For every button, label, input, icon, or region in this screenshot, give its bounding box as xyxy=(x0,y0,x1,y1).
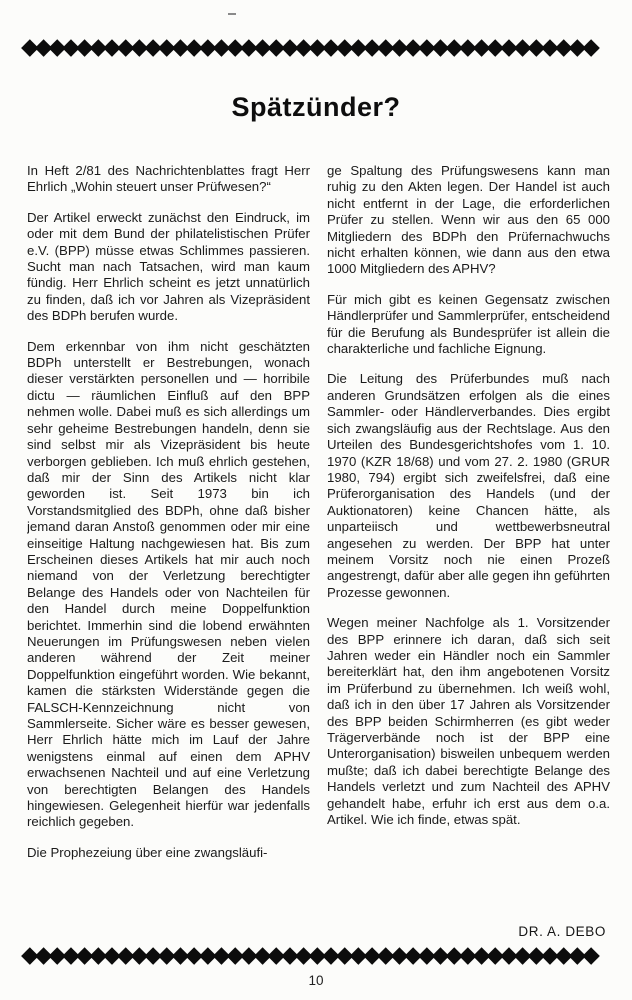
text-column-left xyxy=(27,163,310,941)
paragraph: Die Prophezeiung über eine zwangsläufi- xyxy=(27,844,268,860)
paragraph: Dem erkennbar von ihm nicht geschätzten BDPh unterstellt er Bestrebungen, wonach dieser verstärkten personellen und — horribile dictu — räumlichen Einfluß auf den BPP nehmen wolle. Dabei muß es sich allerdings um sehr geheime Bestrebungen handeln, denn sie sind selbst mir als Vizepräsident bis heute verborgen geblieben. Ich muß ehrlich gestehen, daß mir der Sinn des Artikels nicht klar geworden ist. Seit 1973 bin ich Vorstandsmitglied des BDPh, ohne daß bisher jemand daran Anstoß genommen oder mir eine einseitige Haltung nachgewiesen hat. Bis zum Erscheinen dieses Artikels hat mir auch noch niemand von der Verletzung berechtigter Belange des Handels oder von Nachteilen für den Handel durch meine Doppelfunktion berichtet. Immerhin sind die lobend erwähnten Neuerungen im Prüfungswesen neben vielen anderen während der Zeit meiner Doppelfunktion eingeführt worden. Wie bekannt, kamen die stärksten Widerstände gegen die FALSCH-Kennzeichnung nicht von Sammlerseite. Sicher wäre es besser gewesen, Herr Ehrlich hätte mich im Lauf der Jahre wenigstens einmal auf einen dem APHV erwachsenen Nachteil und auf eine Verletzung von berechtigten Belangen des Handels hingewiesen. Gelegenheit hierfür war jedenfalls reichlich gegeben. xyxy=(27,338,310,830)
author-signature: DR. A. DEBO xyxy=(518,924,606,939)
text-column-right xyxy=(327,163,610,941)
paragraph: In Heft 2/81 des Nachrichtenblattes fragt Herr Ehrlich „Wohin steuert unser Prüfwesen?“ xyxy=(27,163,310,195)
diamond-divider-bottom: ◆◆◆◆◆◆◆◆◆◆◆◆◆◆◆◆◆◆◆◆◆◆◆◆◆◆◆◆◆◆◆◆◆◆◆◆◆◆◆◆◆◆ xyxy=(21,944,596,966)
page-number: 10 xyxy=(308,973,324,988)
paragraph: Die Leitung des Prüferbundes muß nach anderen Grundsätzen erfolgen als die eines Sammler- oder Händlerverbandes. Dies ergibt sich zwangsläufig aus der Rechtslage. Aus den Urteilen des Bundesgerichtshofes vom 1. 10. 1970 (KZR 18/68) und vom 27. 2. 1980 (GRUR 1980, 794) ergibt sich zweifelsfrei, daß eine Prüferorganisation des Handels (und der Auktionatoren) keine Chancen hätte, als unparteiisch und wettbewerbsneutral angesehen zu werden. Der BPP hat unter meinem Vorsitz noch nie einen Prozeß angestrengt, dafür aber alle gegen ihn geführten Prozesse gewonnen. xyxy=(327,371,610,600)
scan-artifact-mark xyxy=(228,13,236,15)
paragraph: Wegen meiner Nachfolge als 1. Vorsitzender des BPP erinnere ich daran, daß sich seit Jahren weder ein Händler noch ein Sammler bereiterklärt hat, den ihm angebotenen Vorsitz im Prüferbund zu übernehmen. Ich weiß wohl, daß ich in den über 17 Jahren als Vorsitzender des BPP beiden Schirmherren (es gibt weder Trägerverbände noch ist der BPP eine Unterorganisation) bisweilen unbequem werden mußte; daß ich dabei berechtigte Belange des Handels verletzt und zum Nachteil des APHV gehandelt habe, erfuhr ich erst aus dem o.a. Artikel. Wie ich finde, etwas spät. xyxy=(327,615,610,828)
diamond-divider-top: ◆◆◆◆◆◆◆◆◆◆◆◆◆◆◆◆◆◆◆◆◆◆◆◆◆◆◆◆◆◆◆◆◆◆◆◆◆◆◆◆◆◆ xyxy=(21,36,596,58)
paragraph: ge Spaltung des Prüfungswesens kann man ruhig zu den Akten legen. Der Handel ist auch nicht entfernt in der Lage, die erforderlichen Prüfer zu stellen. Wenn wir aus den 65 000 Mitgliedern des BDPh den Prüfernachwuchs nicht erhalten können, wie dann aus den etwa 1000 Mitgliedern des APHV? xyxy=(327,163,610,277)
page-title: Spätzünder? xyxy=(231,92,401,122)
article-body xyxy=(27,163,610,941)
paragraph: Für mich gibt es keinen Gegensatz zwischen Händlerprüfer und Sammlerprüfer, entscheidend für die Berufung als Bundesprüfer ist allein die charakterliche und fachliche Eignung. xyxy=(327,291,610,357)
paragraph: Der Artikel erweckt zunächst den Eindruck, im oder mit dem Bund der philatelistischen Prüfer e.V. (BPP) müsse etwas Schlimmes passieren. Sucht man nach Tatsachen, wird man kaum fündig. Herr Ehrlich scheint es jetzt unnatürlich zu finden, daß ich vor Jahren als Vizepräsident des BDPh berufen wurde. xyxy=(27,209,310,324)
